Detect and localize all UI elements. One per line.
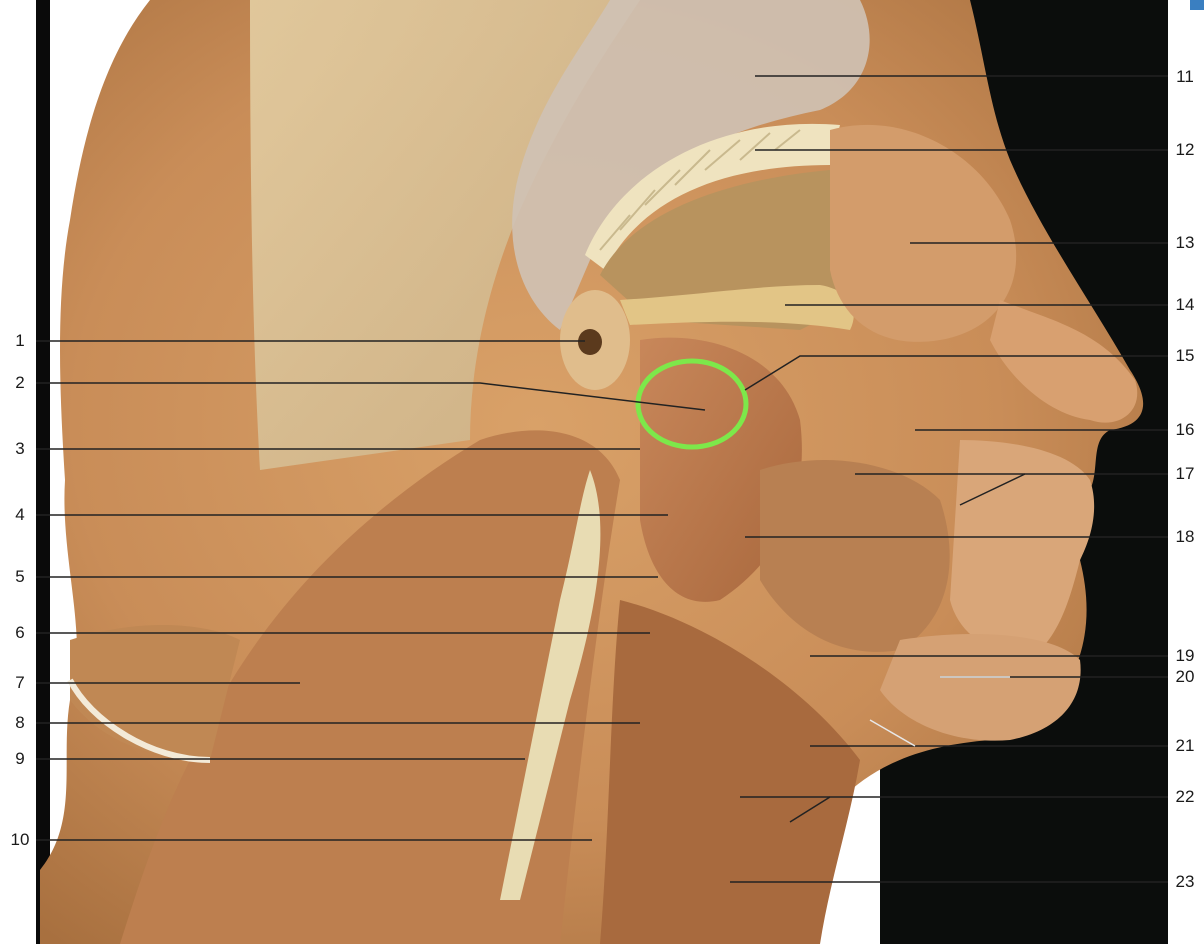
external-acoustic-meatus — [578, 329, 602, 355]
label-14: 14 — [1175, 295, 1195, 314]
label-7: 7 — [15, 673, 25, 692]
label-13: 13 — [1175, 233, 1195, 252]
label-10: 10 — [10, 830, 30, 849]
label-21: 21 — [1175, 736, 1195, 755]
label-20: 20 — [1175, 667, 1195, 686]
label-2: 2 — [15, 373, 25, 392]
corner-mark — [1190, 0, 1204, 10]
label-17: 17 — [1175, 464, 1195, 483]
label-5: 5 — [15, 567, 25, 586]
label-18: 18 — [1175, 527, 1195, 546]
label-6: 6 — [15, 623, 25, 642]
label-9: 9 — [15, 749, 25, 768]
label-19: 19 — [1175, 646, 1195, 665]
label-8: 8 — [15, 713, 25, 732]
label-15: 15 — [1175, 346, 1195, 365]
label-22: 22 — [1175, 787, 1195, 806]
label-column-left — [0, 0, 36, 944]
label-23: 23 — [1175, 872, 1195, 891]
label-11: 11 — [1176, 67, 1194, 86]
label-16: 16 — [1175, 420, 1195, 439]
label-4: 4 — [15, 505, 25, 524]
label-3: 3 — [15, 439, 25, 458]
label-12: 12 — [1175, 140, 1195, 159]
label-1: 1 — [15, 331, 25, 350]
